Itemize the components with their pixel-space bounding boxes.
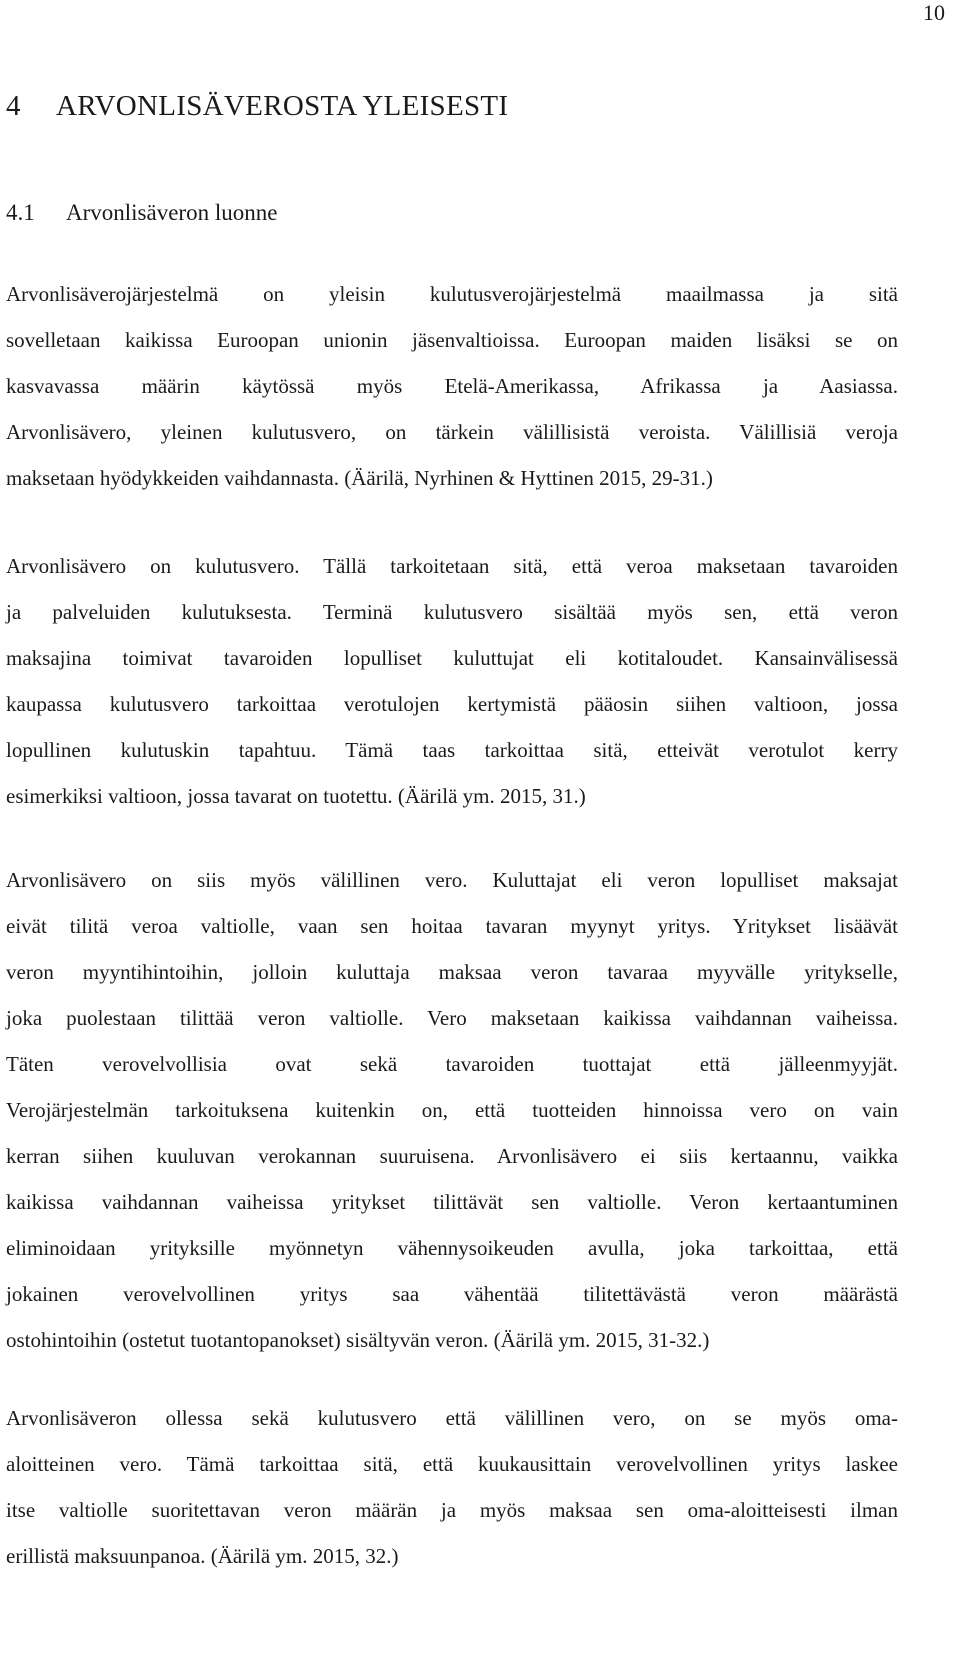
section-number: 4.1 <box>6 200 35 225</box>
paragraph-line: Arvonlisävero on kulutusvero. Tällä tarkoitetaan sitä, että veroa maksetaan tavaroiden <box>6 554 898 578</box>
paragraph-line: eliminoidaan yrityksille myönnetyn vähennysoikeuden avulla, joka tarkoittaa, että <box>6 1236 898 1260</box>
paragraph-line: Arvonlisäveron ollessa sekä kulutusvero että välillinen vero, on se myös oma- <box>6 1406 898 1430</box>
paragraph-line: kerran siihen kuuluvan verokannan suuruisena. Arvonlisävero ei siis kertaannu, vaikka <box>6 1144 898 1168</box>
paragraph-line: sovelletaan kaikissa Euroopan unionin jäsenvaltioissa. Euroopan maiden lisäksi se on <box>6 328 898 352</box>
paragraph-line: Arvonlisävero, yleinen kulutusvero, on tärkein välillisistä veroista. Välillisiä veroja <box>6 420 898 444</box>
paragraph-line: erillistä maksuunpanoa. (Äärilä ym. 2015, 32.) <box>6 1544 399 1568</box>
paragraph-line: Täten verovelvollisia ovat sekä tavaroiden tuottajat että jälleenmyyjät. <box>6 1052 898 1076</box>
paragraph-line: ostohintoihin (ostetut tuotantopanokset) sisältyvän veron. (Äärilä ym. 2015, 31-32.) <box>6 1328 710 1352</box>
section-title: Arvonlisäveron luonne <box>66 200 278 225</box>
section-heading <box>6 197 277 229</box>
paragraph-line: Verojärjestelmän tarkoituksena kuitenkin on, että tuotteiden hinnoissa vero on vain <box>6 1098 898 1122</box>
paragraph-line: kaupassa kulutusvero tarkoittaa verotulojen kertymistä pääosin siihen valtioon, jossa <box>6 692 898 716</box>
paragraph-line: maksetaan hyödykkeiden vaihdannasta. (Äärilä, Nyrhinen & Hyttinen 2015, 29-31.) <box>6 466 713 490</box>
paragraph-4 <box>6 1395 898 1579</box>
chapter-number: 4 <box>6 90 21 122</box>
paragraph-line: esimerkiksi valtioon, jossa tavarat on tuotettu. (Äärilä ym. 2015, 31.) <box>6 784 586 808</box>
paragraph-line: eivät tilitä veroa valtiolle, vaan sen hoitaa tavaran myynyt yritys. Yritykset lisäävät <box>6 914 898 938</box>
paragraph-line: jokainen verovelvollinen yritys saa vähentää tilitettävästä veron määrästä <box>6 1282 898 1306</box>
page-number: 10 <box>923 0 945 25</box>
chapter-title: ARVONLISÄVEROSTA YLEISESTI <box>56 90 509 122</box>
paragraph-line: Arvonlisävero on siis myös välillinen vero. Kuluttajat eli veron lopulliset maksajat <box>6 868 898 892</box>
paragraph-line: maksajina toimivat tavaroiden lopulliset kuluttujat eli kotitaloudet. Kansainvälisessä <box>6 646 898 670</box>
paragraph-line: kaikissa vaihdannan vaiheissa yritykset tilittävät sen valtiolle. Veron kertaantuminen <box>6 1190 898 1214</box>
paragraph-2 <box>6 543 898 819</box>
paragraph-line: ja palveluiden kulutuksesta. Terminä kulutusvero sisältää myös sen, että veron <box>6 600 898 624</box>
paragraph-line: itse valtiolle suoritettavan veron määrän ja myös maksaa sen oma-aloitteisesti ilman <box>6 1498 898 1522</box>
paragraph-3 <box>6 857 898 1363</box>
paragraph-line: kasvavassa määrin käytössä myös Etelä-Amerikassa, Afrikassa ja Aasiassa. <box>6 374 898 398</box>
paragraph-line: joka puolestaan tilittää veron valtiolle. Vero maksetaan kaikissa vaihdannan vaiheissa. <box>6 1006 898 1030</box>
paragraph-line: aloitteinen vero. Tämä tarkoittaa sitä, että kuukausittain verovelvollinen yritys laskee <box>6 1452 898 1476</box>
paragraph-line: lopullinen kulutuskin tapahtuu. Tämä taas tarkoittaa sitä, etteivät verotulot kerry <box>6 738 898 762</box>
paragraph-line: veron myyntihintoihin, jolloin kuluttaja maksaa veron tavaraa myyvälle yritykselle, <box>6 960 898 984</box>
paragraph-line: Arvonlisäverojärjestelmä on yleisin kulutusverojärjestelmä maailmassa ja sitä <box>6 282 898 306</box>
chapter-heading <box>6 86 508 126</box>
paragraph-1 <box>6 271 898 501</box>
